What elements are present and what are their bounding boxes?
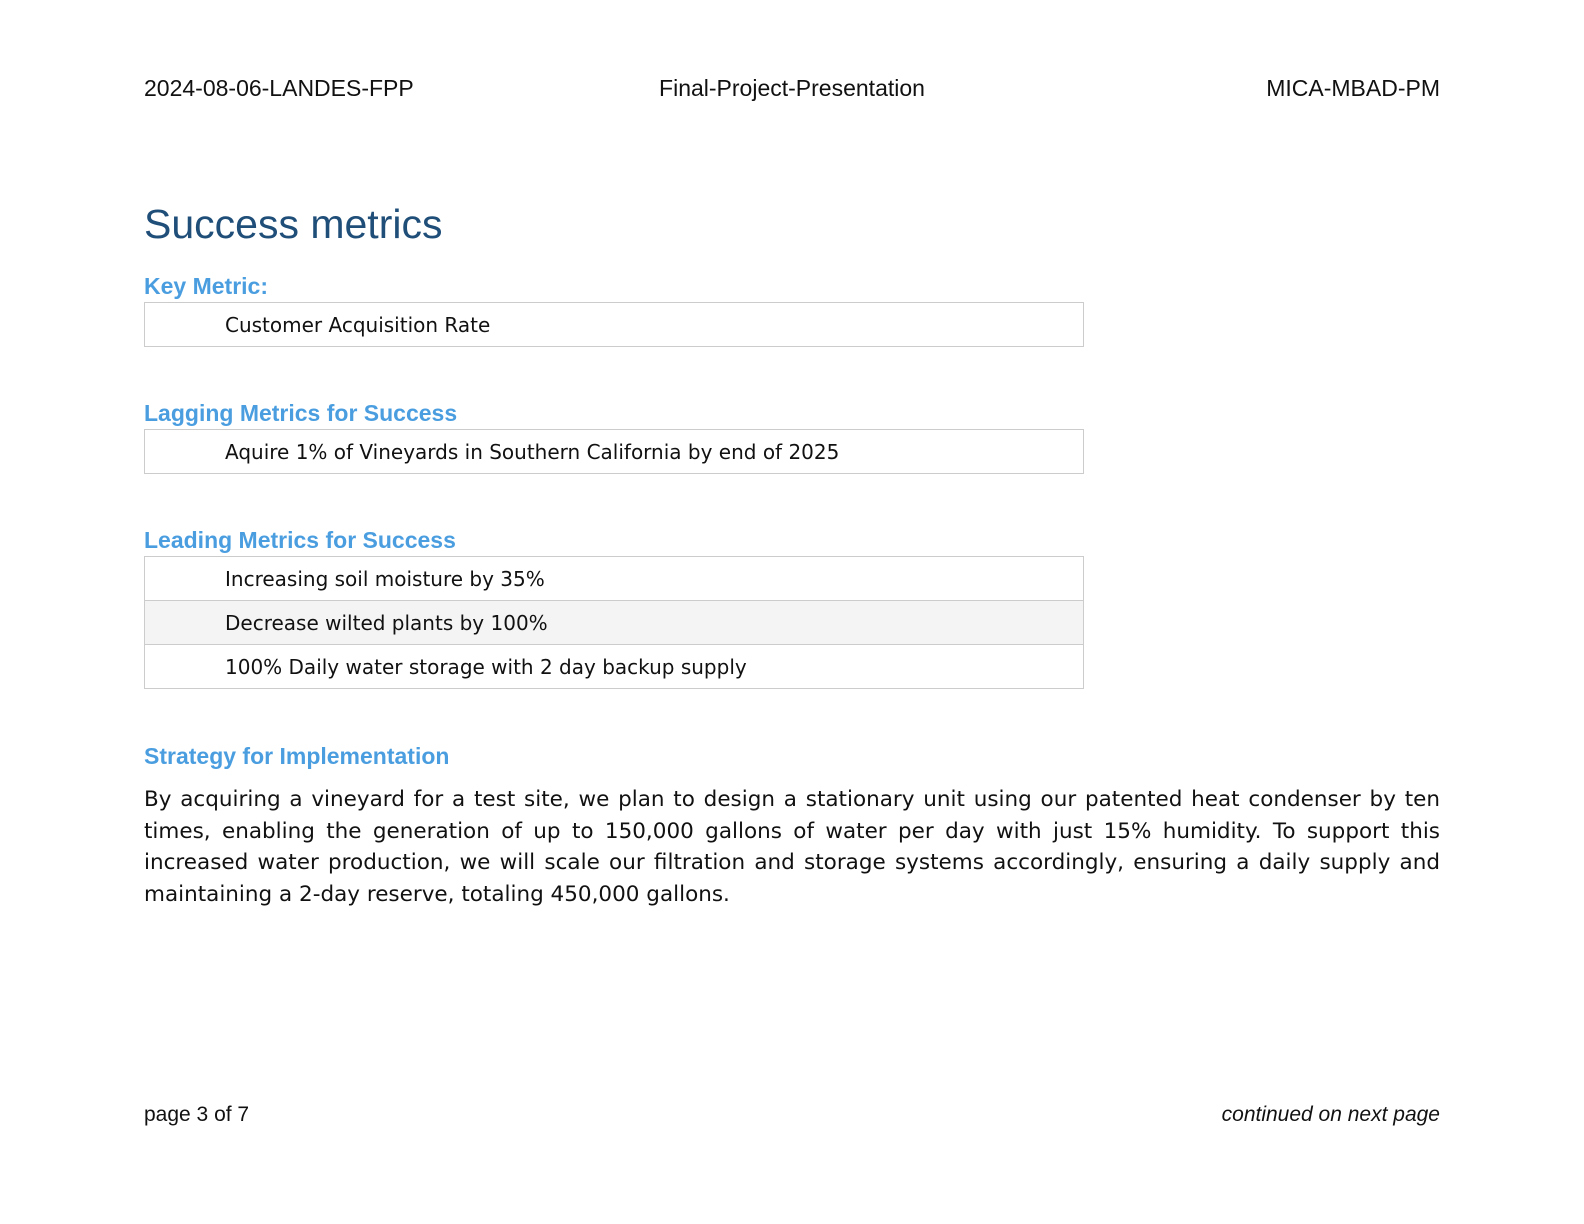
leading-metrics-label: Leading Metrics for Success	[144, 527, 456, 553]
strategy-paragraph: By acquiring a vineyard for a test site, we plan to design a stationary unit using our patented heat condenser by ten times, enabling the generation of up to 150,000 gallons of water per day with just 15% humidity. To support this increased water production, we will scale our filtration and storage systems accordingly, ensuring a daily supply and maintaining a 2-day reserve, totaling 450,000 gallons.	[144, 787, 1440, 908]
header-document-id: 2024-08-06-LANDES-FPP	[144, 75, 414, 101]
lagging-metrics-label: Lagging Metrics for Success	[144, 400, 458, 426]
lagging-metrics-table	[144, 429, 1084, 474]
header-document-title: Final-Project-Presentation	[659, 75, 925, 101]
page-footer	[144, 1101, 1440, 1129]
page-header	[144, 73, 1440, 103]
leading-metric-cell: 100% Daily water storage with 2 day backup supply	[145, 645, 1084, 689]
lagging-metric-cell: Aquire 1% of Vineyards in Southern California by end of 2025	[145, 430, 1084, 474]
table-row	[145, 601, 1084, 645]
table-row	[145, 645, 1084, 689]
strategy-label: Strategy for Implementation	[144, 743, 450, 769]
table-row	[145, 303, 1084, 347]
key-metric-cell: Customer Acquisition Rate	[145, 303, 1084, 347]
continuation-note: continued on next page	[1221, 1103, 1440, 1126]
page-title: Success metrics	[144, 201, 443, 247]
leading-metric-cell: Increasing soil moisture by 35%	[145, 557, 1084, 601]
table-row	[145, 557, 1084, 601]
key-metric-table	[144, 302, 1084, 347]
page-indicator: page 3 of 7	[144, 1103, 250, 1126]
header-course-code: MICA-MBAD-PM	[1266, 75, 1440, 101]
key-metric-label: Key Metric:	[144, 273, 268, 299]
leading-metrics-table	[144, 556, 1084, 689]
leading-metric-cell: Decrease wilted plants by 100%	[145, 601, 1084, 645]
table-row	[145, 430, 1084, 474]
